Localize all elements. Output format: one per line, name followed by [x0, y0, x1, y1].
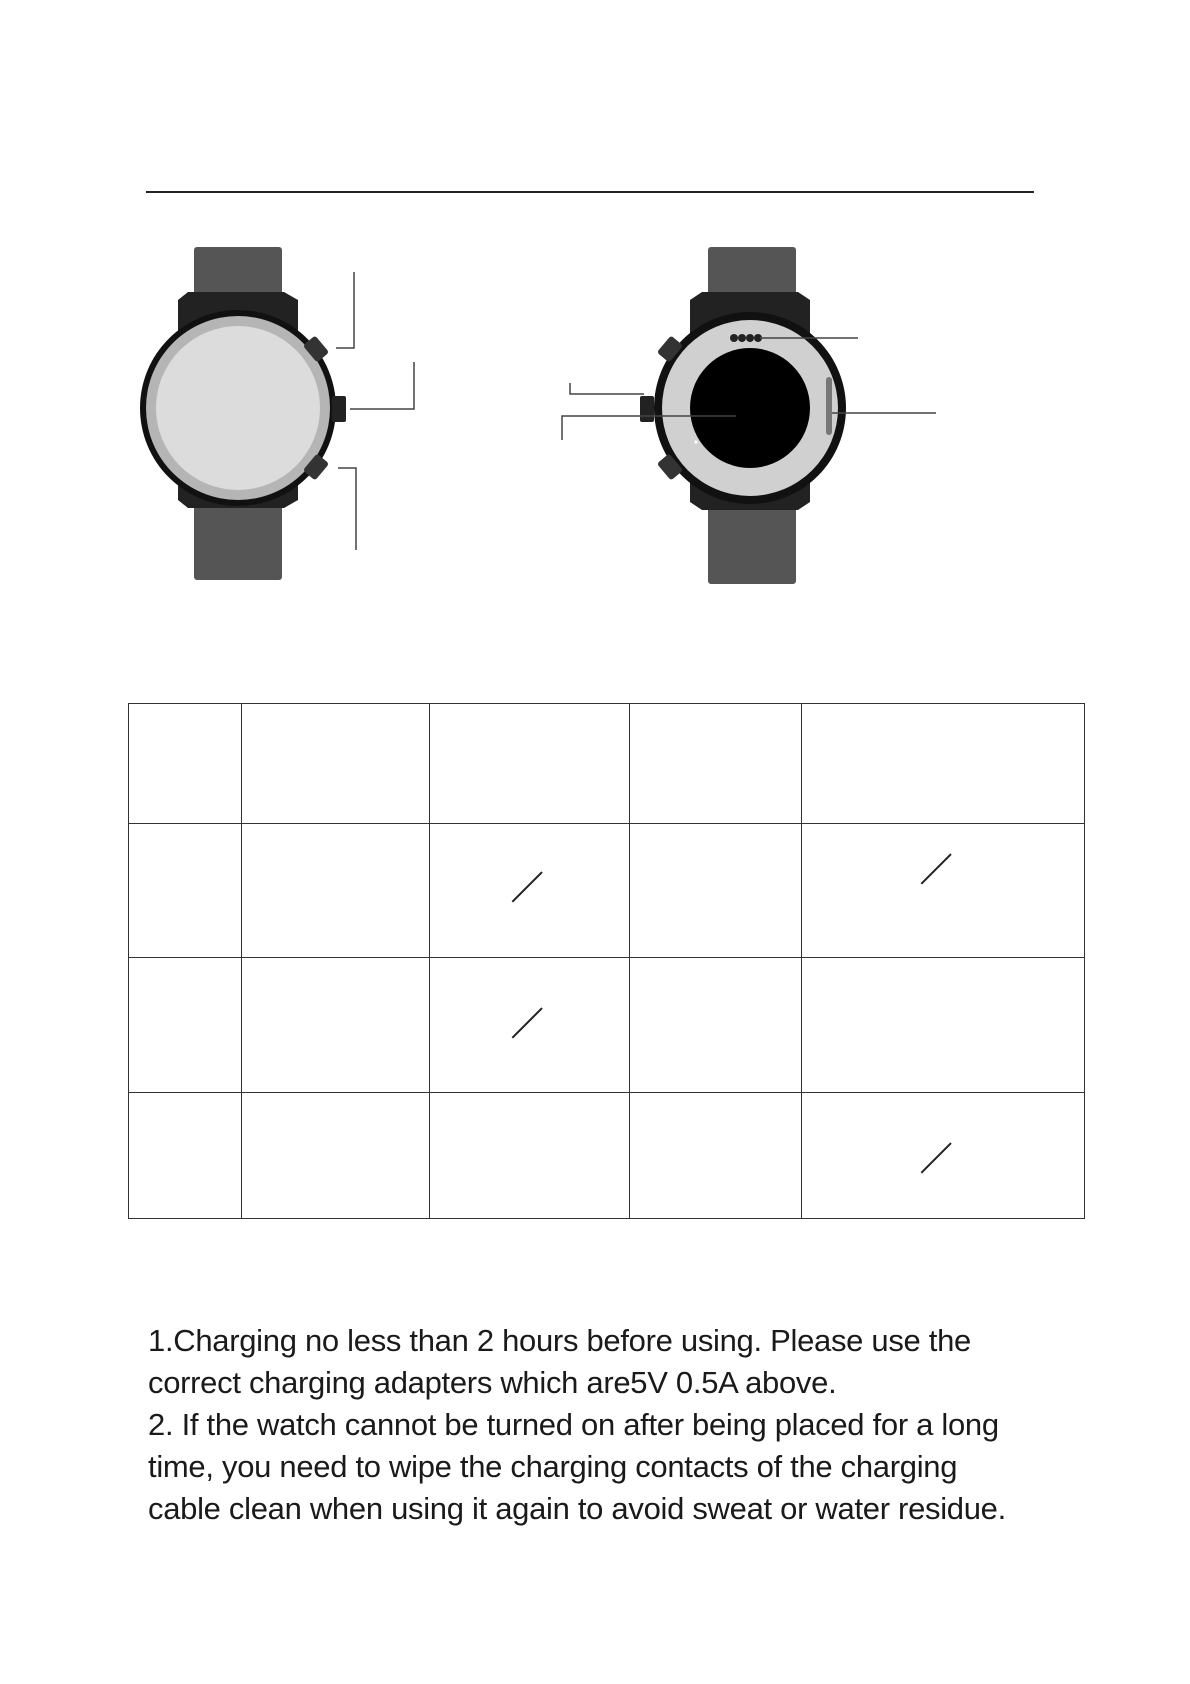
note-line: time, you need to wipe the charging contacts of the charging: [148, 1449, 958, 1484]
header-divider: [146, 191, 1034, 193]
table-cell: [242, 704, 430, 824]
table-cell: [802, 824, 1085, 958]
table-cell: [242, 824, 430, 958]
table-cell: [430, 958, 630, 1092]
table-cell: [802, 704, 1085, 824]
table-cell: [802, 1092, 1085, 1218]
table-row: [129, 704, 1085, 824]
front-display: [156, 326, 320, 490]
watch-diagram: [130, 240, 950, 590]
table-cell: [630, 1092, 802, 1218]
table-cell: [129, 824, 242, 958]
front-callout-top: [336, 272, 354, 348]
front-crown: [332, 396, 346, 422]
table-row: [129, 1092, 1085, 1218]
table-cell: [802, 958, 1085, 1092]
table-cell: [242, 1092, 430, 1218]
table-cell: [242, 958, 430, 1092]
charging-notes: [148, 1320, 1108, 1530]
note-line: 1.Charging no less than 2 hours before using. Please use the: [148, 1323, 971, 1358]
table-row: [129, 958, 1085, 1092]
table-cell: [129, 1092, 242, 1218]
table-cell: [430, 1092, 630, 1218]
front-callout-crown: [350, 362, 414, 409]
back-crown: [640, 396, 654, 422]
table-cell: [129, 958, 242, 1092]
note-line: 2. If the watch cannot be turned on after being placed for a long: [148, 1407, 999, 1442]
watch-front-view: [140, 247, 414, 580]
table-row: [129, 824, 1085, 958]
table-cell: [430, 824, 630, 958]
charging-contact-3: [746, 334, 754, 342]
charging-contact-1: [730, 334, 738, 342]
note-line: correct charging adapters which are5V 0.5A above.: [148, 1365, 837, 1400]
back-sensor-dot: [694, 440, 697, 443]
table-cell: [630, 824, 802, 958]
slash-mark: [512, 872, 543, 903]
table-cell: [430, 704, 630, 824]
table-cell: [630, 704, 802, 824]
watch-back-view: [562, 247, 936, 584]
charging-contact-2: [738, 334, 746, 342]
back-speaker-grille: [826, 377, 832, 435]
back-callout-crown: [570, 383, 644, 394]
note-line: cable clean when using it again to avoid sweat or water residue.: [148, 1491, 1006, 1526]
slash-mark: [921, 1142, 952, 1173]
back-sensor-window: [690, 348, 810, 468]
slash-mark: [921, 854, 952, 885]
slash-mark: [512, 1008, 543, 1039]
spec-table: [128, 703, 1085, 1219]
table-cell: [630, 958, 802, 1092]
front-callout-bottom: [338, 468, 356, 550]
table-cell: [129, 704, 242, 824]
